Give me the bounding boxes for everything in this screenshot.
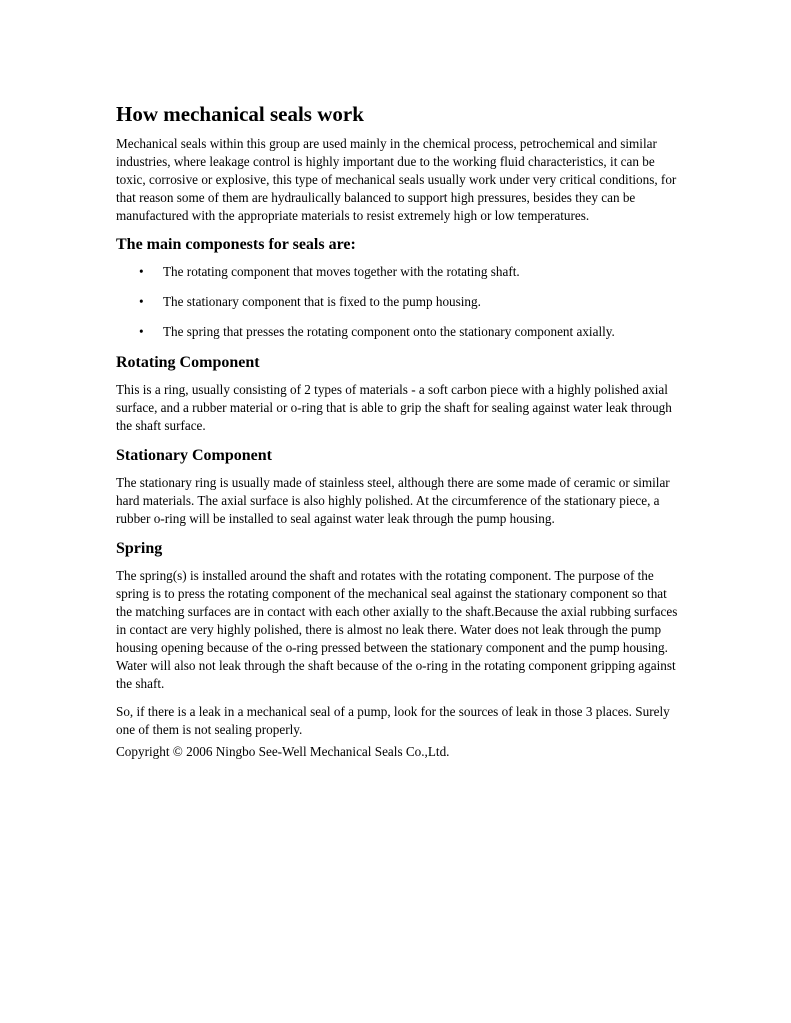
bullet-icon: • bbox=[139, 294, 144, 309]
list-item-text: The stationary component that is fixed to the pump housing. bbox=[163, 294, 481, 309]
rotating-component-heading: Rotating Component bbox=[116, 354, 260, 371]
document-page bbox=[116, 101, 678, 772]
components-heading: The main componests for seals are: bbox=[116, 236, 356, 253]
intro-paragraph: Mechanical seals within this group are used mainly in the chemical process, petrochemical and similar industries, where leakage control is highly important due to the working fluid characteristics, it can be toxic, corrosive or explosive, this type of mechanical seals usually work under very critical conditions, for that reason some of them are hydraulically balanced to support high pressures, besides they can be manufactured with the appropriate materials to resist extremely high or low temperatures. bbox=[116, 136, 677, 223]
components-list bbox=[116, 263, 678, 341]
list-item-text: The rotating component that moves together with the rotating shaft. bbox=[163, 264, 520, 279]
bullet-icon: • bbox=[139, 324, 144, 339]
stationary-component-text: The stationary ring is usually made of stainless steel, although there are some made of ceramic or similar hard materials. The axial surface is also highly polished. At the circumference of the stationary piece, a rubber o-ring will be installed to seal against water leak through the pump housing. bbox=[116, 475, 670, 526]
spring-text: The spring(s) is installed around the shaft and rotates with the rotating component. The purpose of the spring is to press the rotating component of the mechanical seal against the stationary component so that the matching surfaces are in contact with each other axially to the shaft.Because the axial rubbing surfaces in contact are very highly polished, there is almost no leak there. Water does not leak through the pump housing opening because of the o-ring pressed between the stationary component and the pump housing. Water will also not leak through the shaft because of the o-ring in the rotating component gripping against the shaft. bbox=[116, 568, 678, 691]
bullet-icon: • bbox=[139, 264, 144, 279]
page-title: How mechanical seals work bbox=[116, 102, 364, 126]
list-item bbox=[116, 263, 678, 281]
rotating-component-text: This is a ring, usually consisting of 2 types of materials - a soft carbon piece with a highly polished axial surface, and a rubber material or o-ring that is able to grip the shaft for sealing against water leak through the shaft surface. bbox=[116, 382, 672, 433]
conclusion-paragraph: So, if there is a leak in a mechanical seal of a pump, look for the sources of leak in those 3 places. Surely one of them is not sealing properly. bbox=[116, 704, 670, 737]
list-item bbox=[116, 293, 678, 311]
stationary-component-heading: Stationary Component bbox=[116, 447, 273, 464]
list-item bbox=[116, 323, 678, 341]
spring-heading: Spring bbox=[116, 540, 163, 557]
list-item-text: The spring that presses the rotating component onto the stationary component axially. bbox=[163, 324, 615, 339]
copyright-notice: Copyright © 2006 Ningbo See-Well Mechanical Seals Co.,Ltd. bbox=[116, 744, 450, 759]
